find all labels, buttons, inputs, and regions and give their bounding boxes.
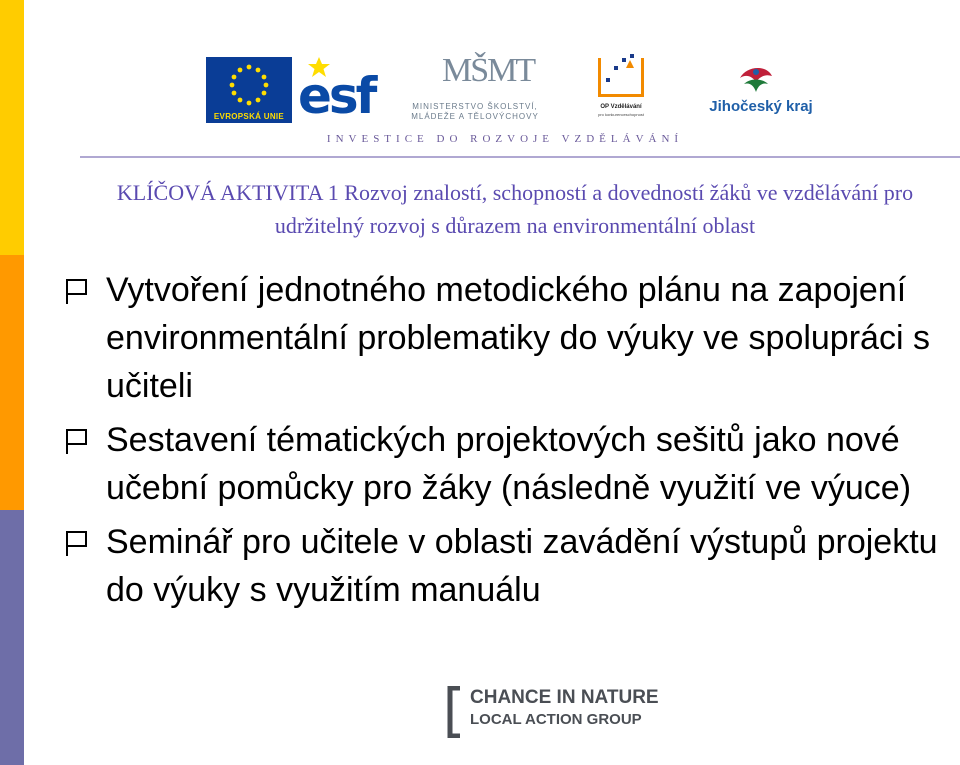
header-divider [80, 156, 960, 158]
bullet-item [64, 416, 960, 512]
cin-line-1: CHANCE IN NATURE [470, 687, 659, 708]
esf-logo [294, 57, 374, 123]
jc-bird-icon [736, 62, 776, 96]
bullet-item [64, 518, 960, 614]
activity-title: KLÍČOVÁ AKTIVITA 1 Rozvoj znalostí, schopností a dovedností žáků ve vzdělávání pro udržitelný rozvoj s důrazem na environmentální oblast [116, 180, 914, 238]
eu-flag-icon [226, 63, 272, 107]
side-bar-yellow [0, 0, 24, 255]
eu-logo-label: EVROPSKÁ UNIE [213, 112, 285, 121]
msmt-line-1: MINISTERSTVO ŠKOLSTVÍ, [412, 102, 538, 111]
bullet-text: Sestavení tématických projektových sešitů jako nové učební pomůcky pro žáky (následně využití ve výuce) [106, 421, 912, 507]
jc-label: Jihočeský kraj [709, 98, 813, 115]
square-bullet-icon [66, 531, 87, 547]
side-bar-orange [0, 255, 24, 510]
msmt-logo [400, 52, 550, 124]
bullet-text: Vytvoření jednotného metodického plánu na zapojení environmentální problematiky do výuky ve spolupráci s učiteli [106, 271, 930, 405]
esf-logo-text: esf [298, 67, 375, 125]
jihocesky-kraj-logo [696, 60, 826, 122]
op-line-2: pro konkurenceschopnost [598, 112, 644, 117]
bullet-list [64, 266, 960, 620]
square-bullet-icon [66, 429, 87, 445]
bullet-text: Seminář pro učitele v oblasti zavádění výstupů projektu do výuky s využitím manuálu [106, 523, 938, 609]
eu-logo [206, 57, 292, 123]
cin-line-2: LOCAL ACTION GROUP [470, 711, 642, 728]
op-logo [586, 52, 656, 124]
msmt-line-2: MLÁDEŽE A TĚLOVÝCHOVY [411, 112, 539, 121]
chance-in-nature-logo [446, 686, 659, 742]
op-dots-icon [604, 52, 638, 92]
side-bar-blue [0, 510, 24, 765]
msmt-mark: MŠMT [442, 52, 535, 89]
bullet-item [64, 266, 960, 410]
investice-tagline: INVESTICE DO ROZVOJE VZDĚLÁVÁNÍ [326, 133, 684, 145]
op-line-1: OP Vzdělávání [600, 104, 642, 110]
cin-bracket-icon [446, 686, 466, 738]
square-bullet-icon [66, 279, 87, 295]
